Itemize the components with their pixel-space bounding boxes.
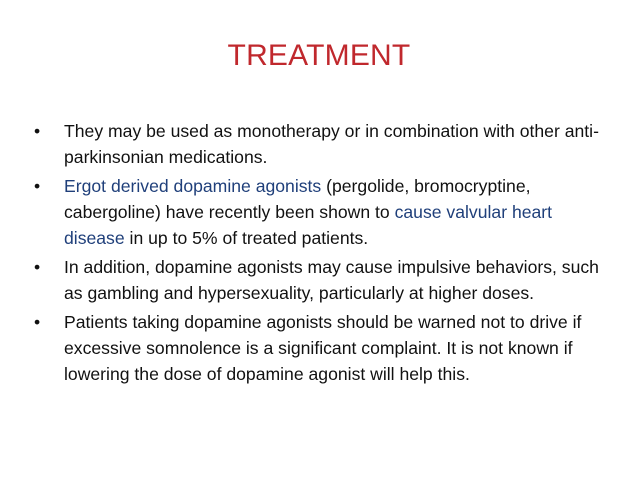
highlight-valvular-disease: cause valvular heart disease	[64, 202, 553, 248]
bullet-marker: •	[34, 257, 41, 277]
bullet-text: They may be used as monotherapy or in combination with other anti- parkinsonian medications.	[64, 121, 599, 167]
bullet-item-4	[34, 309, 614, 387]
bullet-text: in up to 5% of treated patients.	[124, 228, 369, 248]
bullet-item-1	[34, 118, 614, 170]
bullet-text: In addition, dopamine agonists may cause impulsive behaviors, such as gambling and hypersexuality, particularly at higher doses.	[64, 257, 599, 303]
bullet-marker: •	[34, 312, 41, 332]
highlight-ergot-agonists: Ergot derived dopamine agonists	[64, 176, 322, 196]
slide-title: TREATMENT	[227, 39, 411, 72]
bullet-item-2	[34, 173, 614, 251]
bullet-item-3	[34, 254, 614, 306]
bullet-text: Patients taking dopamine agonists should be warned not to drive if excessive somnolence is a significant complaint. It is not known if lowering the dose of dopamine agonist will help this.	[64, 312, 582, 384]
bullet-marker: •	[34, 121, 41, 141]
bullet-text: (pergolide, bromocryptine, cabergoline) have recently been shown to	[64, 176, 531, 222]
bullet-list	[34, 118, 614, 390]
bullet-marker: •	[34, 176, 41, 196]
